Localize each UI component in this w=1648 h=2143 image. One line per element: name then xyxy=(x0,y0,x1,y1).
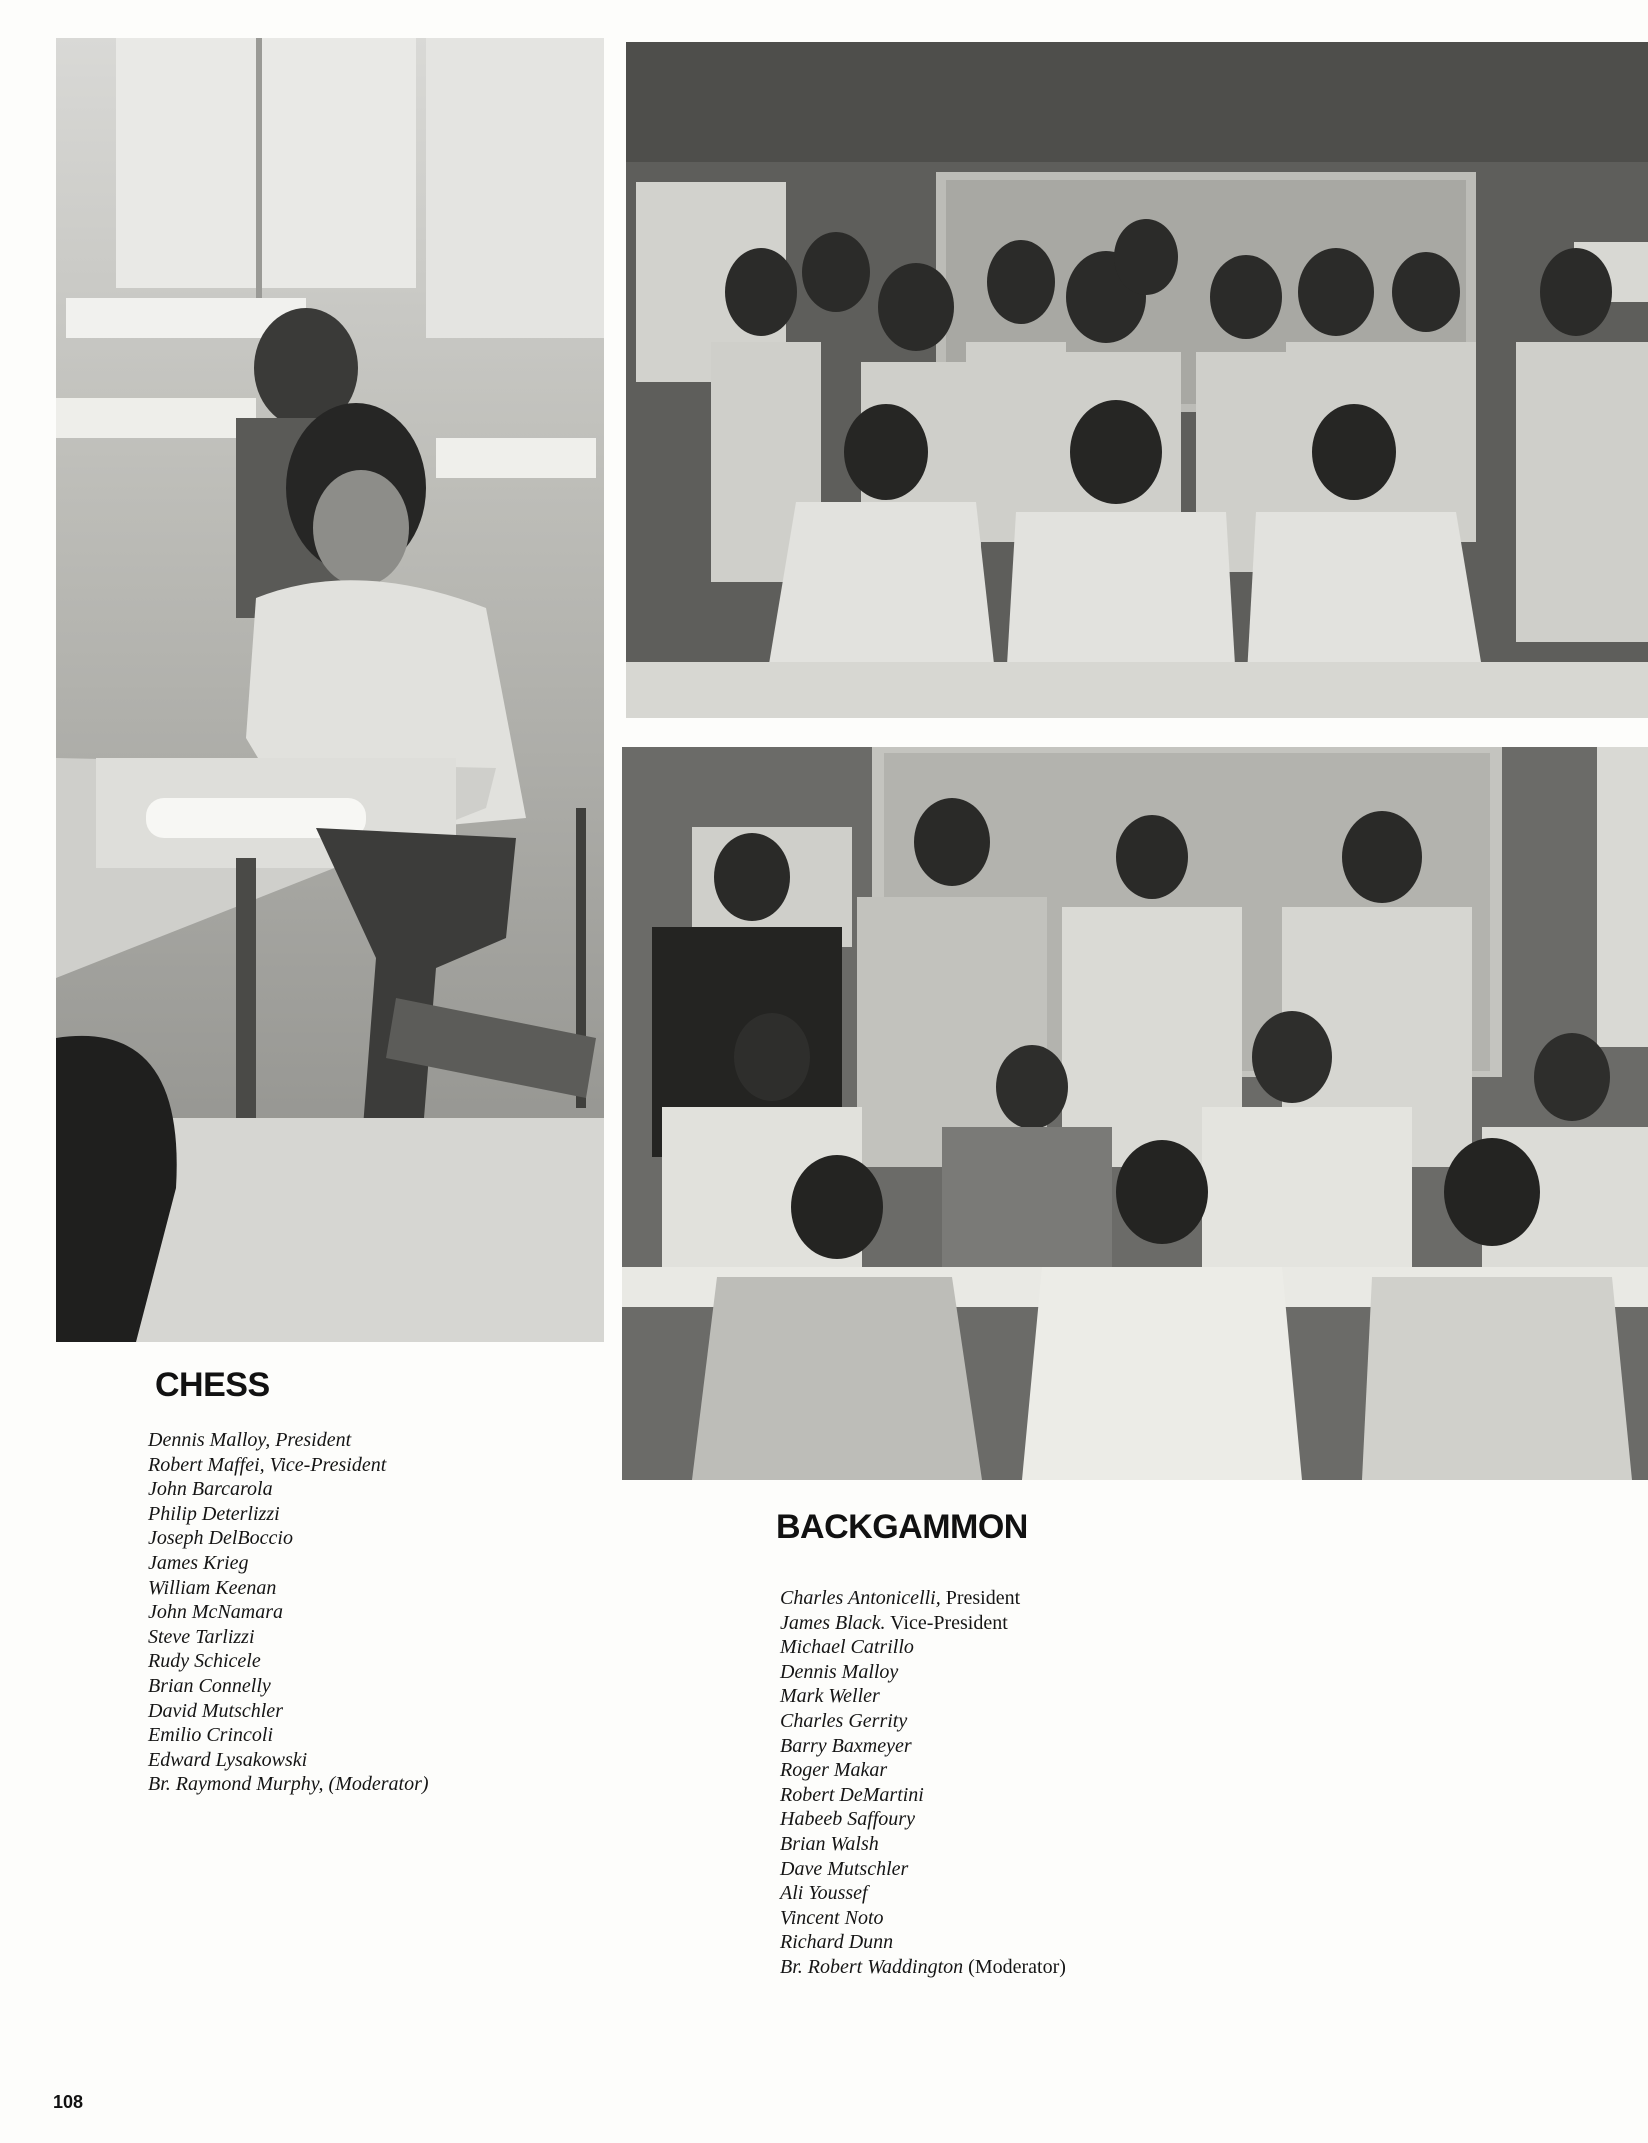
member-name: David Mutschler xyxy=(148,1699,283,1722)
member-name: Rudy Schicele xyxy=(148,1650,261,1673)
member-list-item xyxy=(148,1477,429,1502)
member-name: James Black. xyxy=(780,1611,886,1634)
member-list-item xyxy=(148,1699,429,1724)
member-role: (Moderator) xyxy=(323,1773,429,1796)
member-list-item xyxy=(148,1674,429,1699)
member-list-item xyxy=(148,1551,429,1576)
member-name: Vincent Noto xyxy=(780,1906,884,1929)
member-list-item xyxy=(780,1660,1066,1685)
member-list-item xyxy=(780,1857,1066,1882)
member-role: President xyxy=(270,1429,352,1451)
chess-player-photo-image xyxy=(56,38,604,1342)
member-name: Edward Lysakowski xyxy=(148,1748,308,1771)
member-list-item xyxy=(780,1955,1066,1980)
member-name: Dennis Malloy xyxy=(780,1660,899,1683)
member-list-item xyxy=(148,1625,429,1650)
member-name: John Barcarola xyxy=(148,1478,273,1501)
member-name: William Keenan xyxy=(148,1576,277,1599)
member-name: James Krieg xyxy=(148,1551,249,1574)
member-name: Ali Youssef xyxy=(780,1882,868,1905)
member-list-item xyxy=(780,1783,1066,1808)
member-name: Joseph DelBoccio xyxy=(148,1527,293,1550)
member-list-item xyxy=(148,1453,429,1478)
chess-club-group-photo-image xyxy=(626,42,1648,718)
member-list-item xyxy=(780,1807,1066,1832)
member-list-item xyxy=(780,1734,1066,1759)
member-list-item xyxy=(780,1709,1066,1734)
member-name: John McNamara xyxy=(148,1601,283,1624)
member-name: Habeeb Saffoury xyxy=(780,1808,915,1831)
member-list-item xyxy=(780,1930,1066,1955)
member-role: President xyxy=(940,1587,1021,1609)
backgammon-heading: BACKGAMMON xyxy=(776,1508,1028,1546)
member-name: Emilio Crincoli xyxy=(148,1724,273,1747)
member-list-item xyxy=(780,1586,1066,1611)
member-role: Vice-President xyxy=(885,1611,1008,1634)
backgammon-member-list xyxy=(780,1586,1066,1980)
member-list-item xyxy=(780,1906,1066,1931)
member-name: Roger Makar xyxy=(780,1759,888,1782)
member-list-item xyxy=(148,1428,429,1453)
member-list-item xyxy=(148,1723,429,1748)
member-list-item xyxy=(148,1502,429,1527)
member-name: Michael Catrillo xyxy=(780,1636,914,1659)
chess-heading: CHESS xyxy=(155,1366,270,1404)
member-list-item xyxy=(148,1600,429,1625)
member-list-item xyxy=(148,1748,429,1773)
member-list-item xyxy=(148,1772,429,1797)
member-name: Charles Gerrity xyxy=(780,1709,908,1732)
member-list-item xyxy=(780,1684,1066,1709)
member-name: Br. Raymond Murphy, xyxy=(148,1773,324,1796)
chess-player-photo xyxy=(56,38,604,1342)
member-list-item xyxy=(780,1635,1066,1660)
member-name: Mark Weller xyxy=(780,1685,880,1708)
page-number: 108 xyxy=(53,2092,84,2112)
backgammon-club-group-photo xyxy=(622,747,1648,1480)
member-list-item xyxy=(148,1526,429,1551)
member-name: Dave Mutschler xyxy=(780,1857,909,1880)
member-list-item xyxy=(780,1611,1066,1636)
backgammon-club-group-photo-image xyxy=(622,747,1648,1480)
member-name: Charles Antonicelli, xyxy=(780,1587,941,1609)
member-list-item xyxy=(780,1832,1066,1857)
member-name: Dennis Malloy, xyxy=(148,1429,271,1451)
member-list-item xyxy=(780,1881,1066,1906)
member-name: Steve Tarlizzi xyxy=(148,1625,255,1648)
member-name: Br. Robert Waddington xyxy=(780,1955,964,1978)
member-role: Vice-President xyxy=(264,1453,387,1476)
chess-member-list xyxy=(148,1428,429,1797)
member-name: Barry Baxmeyer xyxy=(780,1734,912,1757)
member-name: Philip Deterlizzi xyxy=(148,1502,280,1525)
member-role: (Moderator) xyxy=(963,1955,1066,1978)
member-list-item xyxy=(780,1758,1066,1783)
member-name: Robert Maffei, xyxy=(148,1453,265,1476)
member-list-item xyxy=(148,1576,429,1601)
member-name: Brian Walsh xyxy=(780,1832,879,1855)
member-name: Richard Dunn xyxy=(780,1931,894,1954)
member-name: Robert DeMartini xyxy=(780,1783,924,1806)
member-name: Brian Connelly xyxy=(148,1674,271,1697)
chess-club-group-photo xyxy=(626,42,1648,718)
member-list-item xyxy=(148,1649,429,1674)
